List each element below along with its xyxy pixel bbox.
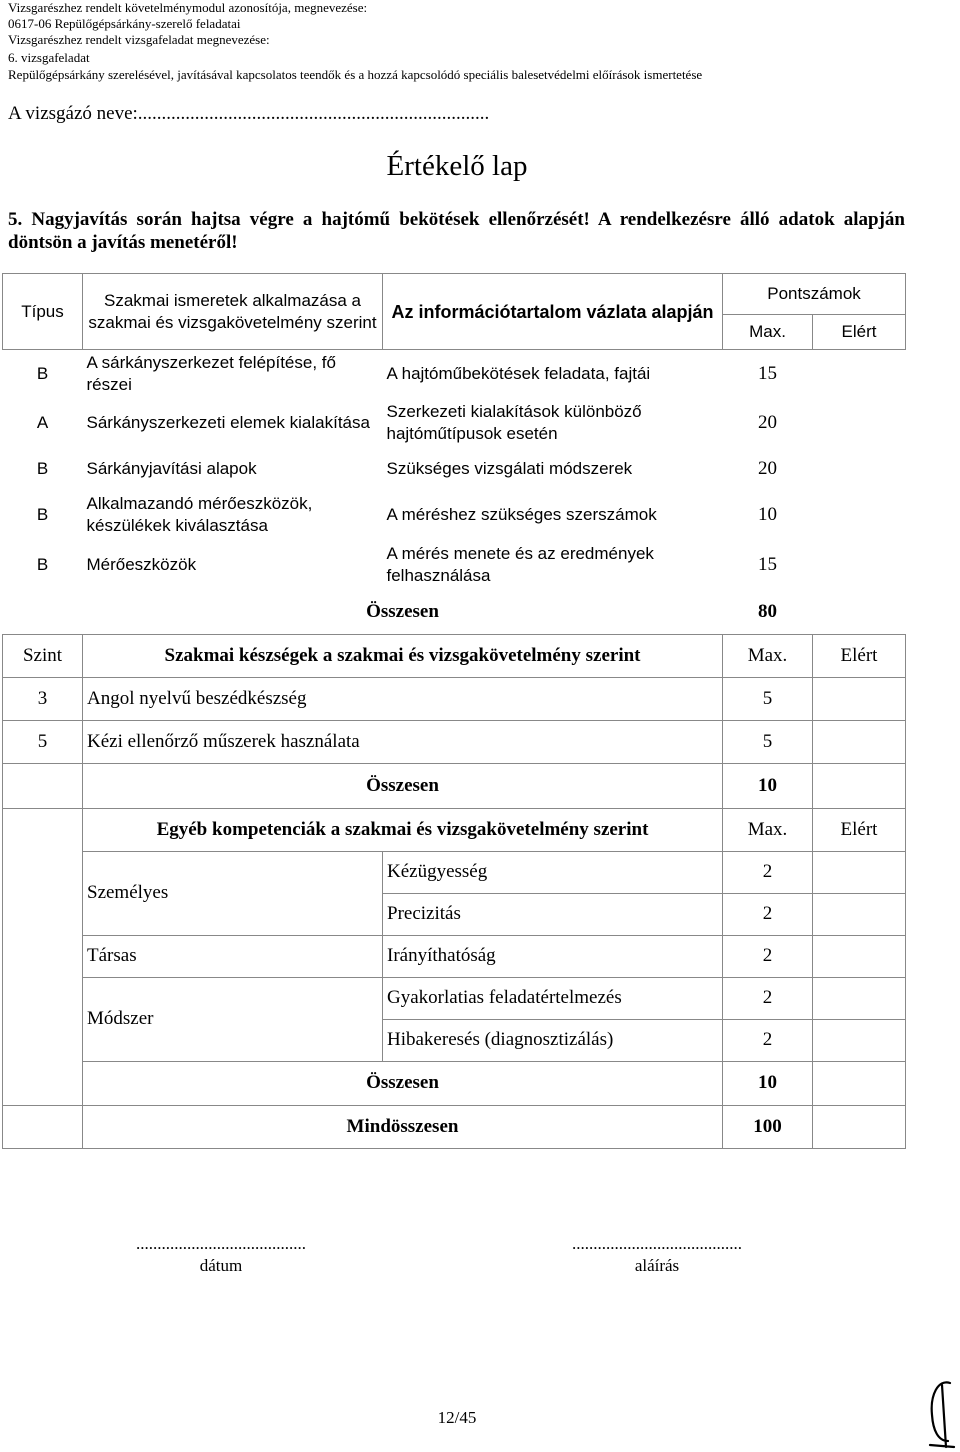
row-max: 10 [758, 504, 777, 525]
item-label: Precizitás [383, 893, 723, 935]
row-max: 5 [723, 678, 813, 721]
knowledge-total: 80 [758, 601, 777, 622]
table-row [3, 678, 906, 721]
row-type: B [36, 555, 49, 574]
item-label: Gyakorlatias feladatértelmezés [383, 977, 723, 1019]
skills-total-label: Összesen [83, 764, 723, 809]
grand-total: 100 [723, 1106, 813, 1149]
row-got [813, 448, 906, 490]
row-max: 15 [758, 363, 777, 384]
col-max-header: Max. [723, 315, 813, 350]
competences-total-row [3, 1061, 906, 1106]
row-got [813, 721, 906, 764]
date-label: dátum [199, 1256, 243, 1275]
row-max: 20 [758, 412, 777, 433]
table-row [3, 935, 906, 977]
group-name: Társas [83, 935, 383, 977]
item-label: Hibakeresés (diagnosztizálás) [383, 1019, 723, 1061]
row-skill: Kézi ellenőrző műszerek használata [83, 721, 723, 764]
task-label: Vizsgarészhez rendelt vizsgafeladat megnevezése: [8, 32, 270, 47]
knowledge-total-row [3, 590, 906, 635]
item-label: Irányíthatóság [383, 935, 723, 977]
row-skill: Sárkányjavítási alapok [86, 459, 257, 478]
competences-total: 10 [723, 1061, 813, 1106]
row-info: Szerkezeti kialakítások különböző hajtóműtípusok esetén [386, 402, 642, 443]
skills-got-header: Elért [813, 635, 906, 678]
row-skill: Sárkányszerkezeti elemek kialakítása [86, 413, 370, 432]
task-name: Repülőgépsárkány szerelésével, javításával kapcsolatos teendők és a hozzá kapcsolódó speciális balesetvédelmi előírások ismertetése [8, 67, 703, 82]
row-type: B [36, 459, 49, 478]
table-row [3, 490, 906, 540]
row-skill: A sárkányszerkezet felépítése, fő részei [86, 353, 336, 394]
item-max: 2 [723, 851, 813, 893]
col-type-header: Típus [3, 274, 83, 350]
row-skill: Alkalmazandó mérőeszközök, készülékek kiválasztása [86, 494, 313, 535]
skills-heading: Szakmai készségek a szakmai és vizsgakövetelmény szerint [83, 635, 723, 678]
item-max: 2 [723, 977, 813, 1019]
row-got [813, 540, 906, 590]
col-points-header: Pontszámok [723, 274, 906, 315]
knowledge-header-row [3, 274, 906, 315]
item-max: 2 [723, 893, 813, 935]
row-type: B [36, 364, 49, 383]
col-level-header: Szint [3, 635, 83, 678]
row-max: 5 [723, 721, 813, 764]
module-name: 0617-06 Repülőgépsárkány-szerelő feladatai [8, 16, 241, 31]
table-row [3, 977, 906, 1019]
knowledge-total-label: Összesen [366, 601, 439, 622]
row-info: A mérés menete és az eredmények felhasználása [386, 544, 654, 585]
competences-header-row [3, 809, 906, 852]
table-row [3, 851, 906, 893]
skills-header-row [3, 635, 906, 678]
page-title: Értékelő lap [386, 150, 528, 182]
row-info: Szükséges vizsgálati módszerek [386, 459, 633, 478]
page-number: 12/45 [437, 1408, 477, 1427]
skills-total-row [3, 764, 906, 809]
group-name: Személyes [83, 851, 383, 935]
row-type: B [36, 505, 49, 524]
item-max: 2 [723, 935, 813, 977]
date-field [86, 1234, 356, 1276]
group-name: Módszer [83, 977, 383, 1061]
row-level: 5 [3, 721, 83, 764]
row-type: A [36, 413, 49, 432]
skills-max-header: Max. [723, 635, 813, 678]
col-skill-header: Szakmai ismeretek alkalmazása a szakmai és vizsgakövetelmény szerint [83, 274, 383, 350]
grand-total-row [3, 1106, 906, 1149]
table-row [3, 350, 906, 399]
row-got [813, 490, 906, 540]
row-skill: Mérőeszközök [86, 555, 197, 574]
competences-total-label: Összesen [83, 1061, 723, 1106]
row-info: A méréshez szükséges szerszámok [386, 505, 657, 524]
row-skill: Angol nyelvű beszédkészség [83, 678, 723, 721]
table-row [3, 398, 906, 448]
col-info-header: Az információtartalom vázlata alapján [383, 274, 723, 350]
signature-dots: ........................................ [572, 1234, 742, 1253]
table-row [3, 721, 906, 764]
task-description: 5. Nagyjavítás során hajtsa végre a hajtómű bekötések ellenőrzését! A rendelkezésre álló adatok alapján döntsön a javítás menetéről! [8, 209, 905, 253]
evaluation-table [2, 273, 906, 1149]
date-dots: ........................................ [136, 1234, 306, 1253]
item-max: 2 [723, 1019, 813, 1061]
row-level: 3 [3, 678, 83, 721]
row-max: 15 [758, 554, 777, 575]
competences-max-header: Max. [723, 809, 813, 852]
row-got [813, 398, 906, 448]
row-got [813, 678, 906, 721]
row-info: A hajtóműbekötések feladata, fajtái [386, 364, 651, 383]
col-got-header: Elért [813, 315, 906, 350]
competences-got-header: Elért [813, 809, 906, 852]
table-row [3, 540, 906, 590]
row-got [813, 350, 906, 399]
competences-heading: Egyéb kompetenciák a szakmai és vizsgakövetelmény szerint [83, 809, 723, 852]
candidate-name-line: A vizsgázó neve:.......................................................................... [8, 103, 490, 124]
table-row [3, 448, 906, 490]
row-max: 20 [758, 458, 777, 479]
item-label: Kézügyesség [383, 851, 723, 893]
grand-total-label: Mindösszesen [83, 1106, 723, 1149]
handwritten-signature-mark [920, 1375, 960, 1450]
signature-label: aláírás [634, 1256, 680, 1275]
module-label: Vizsgarészhez rendelt követelménymodul azonosítója, megnevezése: [8, 0, 368, 15]
skills-total: 10 [723, 764, 813, 809]
task-number: 6. vizsgafeladat [8, 50, 90, 65]
signature-field [522, 1234, 792, 1276]
